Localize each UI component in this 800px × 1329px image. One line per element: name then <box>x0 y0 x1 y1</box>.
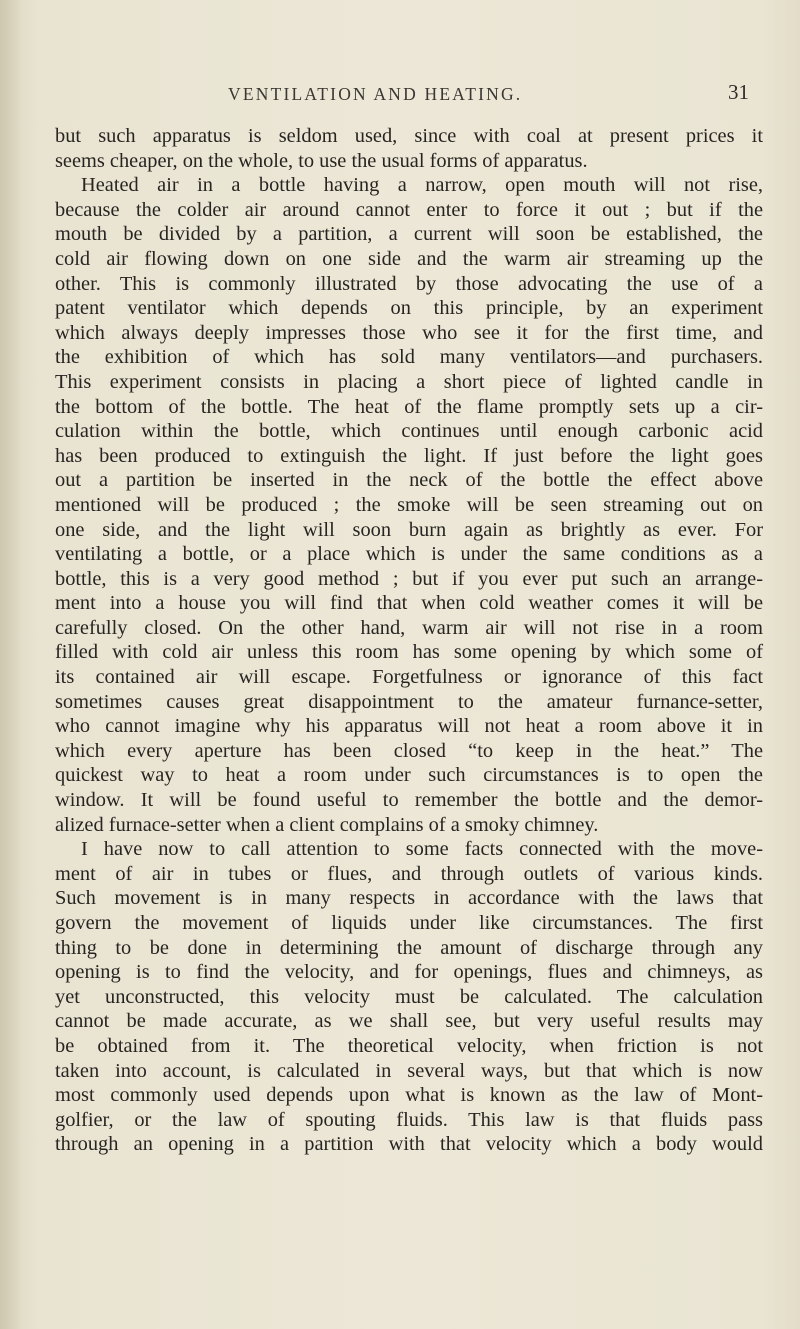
text-line: who cannot imagine why his apparatus will not heat a room above it in <box>55 715 763 738</box>
page-gutter-shadow <box>0 0 22 1329</box>
text-line: mentioned will be produced ; the smoke will be seen streaming out on <box>55 493 763 516</box>
text-line: alized furnace-setter when a client complains of a smoky chimney. <box>55 813 599 836</box>
text-line: Such movement is in many respects in accordance with the laws that <box>55 887 763 910</box>
text-line: window. It will be found useful to remember the bottle and the demor- <box>55 789 763 812</box>
body-text <box>55 124 763 1157</box>
page-number: 31 <box>728 80 749 104</box>
running-head <box>0 80 800 110</box>
text-line: filled with cold air unless this room has some opening by which some of <box>55 641 763 664</box>
text-line: be obtained from it. The theoretical velocity, when friction is not <box>55 1034 763 1057</box>
text-line: ment into a house you will find that when cold weather comes it will be <box>55 592 763 615</box>
text-line: which every aperture has been closed “to keep in the heat.” The <box>55 739 763 762</box>
text-line: other. This is commonly illustrated by those advocating the use of a <box>55 272 763 295</box>
text-line: carefully closed. On the other hand, warm air will not rise in a room <box>55 616 763 639</box>
text-line: through an opening in a partition with that velocity which a body would <box>55 1133 763 1156</box>
text-line: ment of air in tubes or flues, and through outlets of various kinds. <box>55 862 763 885</box>
text-line: patent ventilator which depends on this principle, by an experiment <box>55 297 763 320</box>
text-line: govern the movement of liquids under like circumstances. The first <box>55 912 763 934</box>
text-line: opening is to find the velocity, and for openings, flues and chimneys, as <box>55 961 763 984</box>
text-line: but such apparatus is seldom used, since with coal at present prices it <box>55 125 763 147</box>
text-line: quickest way to heat a room under such circumstances is to open the <box>55 764 763 787</box>
text-line: Heated air in a bottle having a narrow, open mouth will not rise, <box>81 174 763 197</box>
text-line: bottle, this is a very good method ; but if you ever put such an arrange- <box>55 567 763 590</box>
text-line: because the colder air around cannot enter to force it out ; but if the <box>55 198 763 221</box>
text-line: its contained air will escape. Forgetfulness or ignorance of this fact <box>55 666 763 689</box>
text-line: taken into account, is calculated in several ways, but that which is now <box>55 1059 763 1082</box>
text-line: This experiment consists in placing a short piece of lighted candle in <box>55 370 763 393</box>
running-title: VENTILATION AND HEATING. <box>228 84 523 104</box>
text-line: sometimes causes great disappointment to the amateur furnance-setter, <box>55 690 763 713</box>
text-line: out a partition be inserted in the neck of the bottle the effect above <box>55 469 763 492</box>
text-line: I have now to call attention to some facts connected with the move- <box>81 838 763 861</box>
text-line: mouth be divided by a partition, a current will soon be established, the <box>55 223 763 246</box>
text-line: yet unconstructed, this velocity must be calculated. The calculation <box>55 985 763 1008</box>
text-line: culation within the bottle, which continues until enough carbonic acid <box>55 420 763 443</box>
text-line: the exhibition of which has sold many ventilators—and purchasers. <box>55 346 763 369</box>
text-line: ventilating a bottle, or a place which is under the same conditions as a <box>55 543 763 566</box>
text-line: golfier, or the law of spouting fluids. This law is that fluids pass <box>55 1108 763 1131</box>
text-line: cannot be made accurate, as we shall see, but very useful results may <box>55 1010 763 1033</box>
text-line: which always deeply impresses those who see it for the first time, and <box>55 321 763 344</box>
text-line: thing to be done in determining the amount of discharge through any <box>55 936 763 959</box>
text-line: cold air flowing down on one side and the warm air streaming up the <box>55 247 763 270</box>
text-line: one side, and the light will soon burn again as brightly as ever. For <box>55 518 763 541</box>
text-line: seems cheaper, on the whole, to use the usual forms of apparatus. <box>55 149 588 172</box>
text-line: has been produced to extinguish the light. If just before the light goes <box>55 444 763 467</box>
text-line: the bottom of the bottle. The heat of the flame promptly sets up a cir- <box>55 395 763 418</box>
text-line: most commonly used depends upon what is known as the law of Mont- <box>55 1084 763 1107</box>
